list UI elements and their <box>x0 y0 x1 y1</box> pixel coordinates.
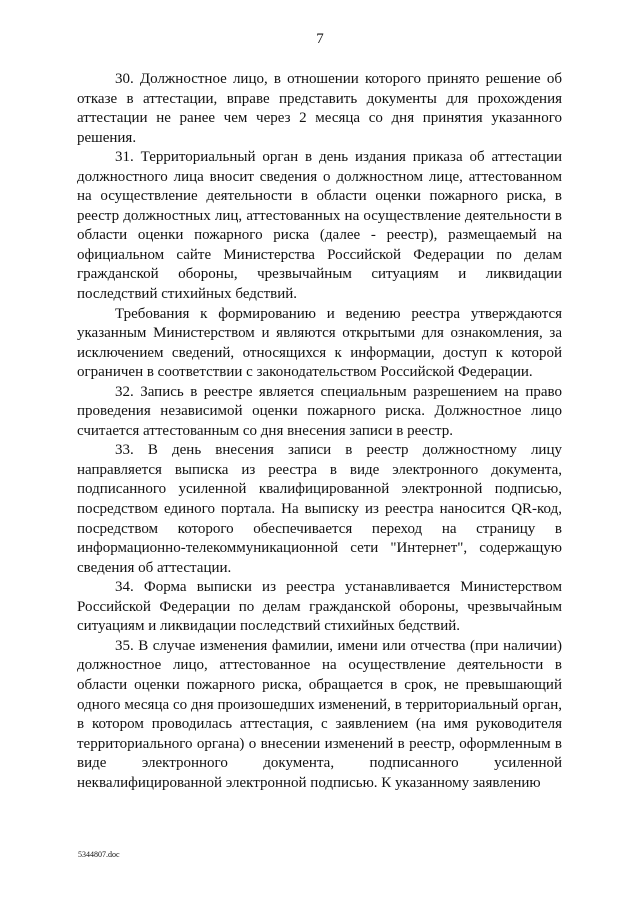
paragraph-35: 35. В случае изменения фамилии, имени или отчества (при наличии) должностное лицо, аттестованное на осуществление деятельности в области оценки пожарного риска, обращается в срок, не превышающий одного месяца со дня произошедших изменений, в территориальный орган, в котором проводилась аттестация, с заявлением (на имя руководителя территориального органа) о внесении изменений в реестр, оформленным в виде электронного документа, подписанного усиленной неквалифицированной электронной подписью. К указанному заявлению <box>77 637 562 791</box>
paragraph-33: 33. В день внесения записи в реестр должностному лицу направляется выписка из реестра в виде электронного документа, подписанного усиленной квалифицированной электронной подписью, посредством единого портала. На выписку из реестра наносится QR-код, посредством которого обеспечивается переход на страницу в информационно-телекоммуникационной сети "Интернет", содержащую сведения об аттестации. <box>77 442 562 576</box>
paragraph-32: 32. Запись в реестре является специальным разрешением на право проведения независимой оценки пожарного риска. Должностное лицо считается аттестованным со дня внесения записи в реестр. <box>77 383 562 439</box>
document-body <box>77 70 562 793</box>
paragraph-registry-requirements: Требования к формированию и ведению реестра утверждаются указанным Министерством и являются открытыми для ознакомления, за исключением сведений, относящихся к информации, доступ к которой ограничен в соответствии с законодательством Российской Федерации. <box>77 305 562 381</box>
page-number: 7 <box>316 31 324 47</box>
paragraph-31: 31. Территориальный орган в день издания приказа об аттестации должностного лица вносит сведения о должностном лице, аттестованном на осуществление деятельности в области оценки пожарного риска, в реестр должностных лиц, аттестованных на осуществление деятельности в области оценки пожарного риска (далее - реестр), размещаемый на официальном сайте Министерства Российской Федерации по делам гражданской обороны, чрезвычайным ситуациям и ликвидации последствий стихийных бедствий. <box>77 149 562 303</box>
paragraph-34: 34. Форма выписки из реестра устанавливается Министерством Российской Федерации по делам гражданской обороны, чрезвычайным ситуациям и ликвидации последствий стихийных бедствий. <box>77 579 562 635</box>
file-name-footer: 5344807.doc <box>78 850 120 859</box>
paragraph-30: 30. Должностное лицо, в отношении которого принято решение об отказе в аттестации, вправе представить документы для прохождения аттестации не ранее чем через 2 месяца со дня принятия указанного решения. <box>77 71 562 146</box>
